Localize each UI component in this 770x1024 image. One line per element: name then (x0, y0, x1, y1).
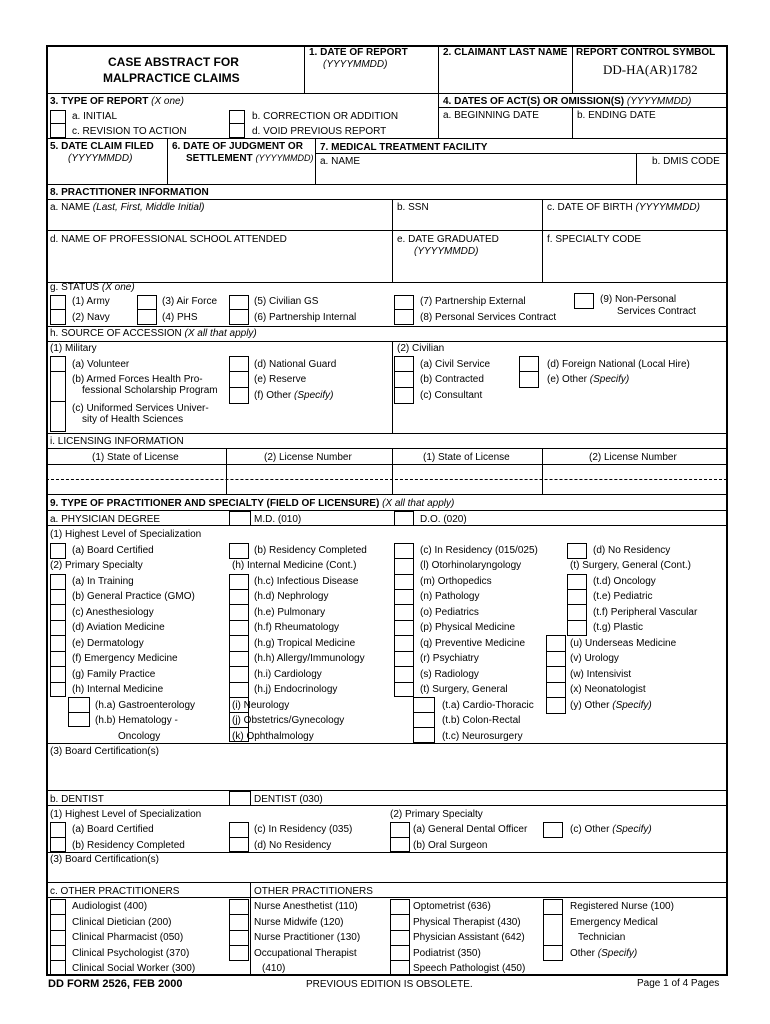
military-label: (1) Military (50, 343, 97, 354)
internal-medicine-cont-label: (h) Internal Medicine (Cont.) (232, 560, 357, 571)
void-option: d. VOID PREVIOUS REPORT (252, 126, 387, 137)
status-army-navy-checkboxes[interactable] (50, 295, 66, 325)
specialty-infectious-disease: (h.c) Infectious Disease (254, 576, 359, 587)
specialty-ophthalmology: (k) Ophthalmology (232, 731, 314, 742)
other-col3-checkboxes[interactable] (390, 899, 410, 975)
previous-edition-note: PREVIOUS EDITION IS OBSOLETE. (306, 979, 473, 990)
dentist-checkbox[interactable] (229, 791, 251, 806)
practitioner-type-label: 9. TYPE OF PRACTITIONER AND SPECIALTY (FIELD OF LICENSURE) (X all that apply) (50, 498, 455, 509)
specialty-pathology: (n) Pathology (420, 591, 480, 602)
civilian-source-checkboxes[interactable] (394, 356, 414, 404)
specialty-emergency-medicine: (f) Emergency Medicine (72, 653, 178, 664)
date-of-judgment-label: 6. DATE OF JUDGMENT OR (172, 141, 303, 152)
license-number-2-header: (2) License Number (589, 452, 677, 463)
surgery-cont-checkboxes[interactable] (567, 574, 587, 636)
other-clinical-dietician: Clinical Dietician (200) (72, 917, 172, 928)
dentist-board-certifications-field[interactable] (48, 866, 724, 881)
dentist-board-certified: (a) Board Certified (72, 824, 154, 835)
date-graduated-label: e. DATE GRADUATED (397, 234, 499, 245)
status-partnership-external: (7) Partnership External (420, 296, 526, 307)
specialty-plastic: (t.g) Plastic (593, 622, 644, 633)
source-other-military: (f) Other (Specify) (254, 390, 334, 401)
date-graduated-hint: (YYYYMMDD) (414, 246, 479, 257)
date-claim-filed-field[interactable] (48, 166, 165, 183)
specialty-neurology: (i) Neurology (232, 700, 290, 711)
claimant-last-name-label: 2. CLAIMANT LAST NAME (443, 47, 568, 58)
correction-option: b. CORRECTION OR ADDITION (252, 111, 399, 122)
beginning-date-label: a. BEGINNING DATE (443, 110, 539, 121)
date-claim-filed-hint: (YYYYMMDD) (68, 153, 133, 164)
specialty-peripheral-vascular: (t.f) Peripheral Vascular (593, 607, 698, 618)
specialty-radiology: (s) Radiology (420, 669, 479, 680)
physician-degree-label: a. PHYSICIAN DEGREE (50, 514, 161, 525)
other-podiatrist: Podiatrist (350) (413, 948, 481, 959)
dentist-no-residency: (d) No Residency (254, 840, 332, 851)
date-of-birth-label: c. DATE OF BIRTH (YYYYMMDD) (547, 202, 700, 213)
specialty-oncology: Oncology (118, 731, 161, 742)
no-residency-option: (d) No Residency (593, 545, 671, 556)
source-of-accession-label: h. SOURCE OF ACCESSION (X all that apply) (50, 328, 257, 339)
state-of-license-1-header: (1) State of License (92, 452, 179, 463)
specialty-endocrinology: (h.j) Endocrinology (254, 684, 338, 695)
other-occupational-therapist: Occupational Therapist (254, 948, 357, 959)
specialty-psychiatry: (r) Psychiatry (420, 653, 479, 664)
status-partnership-checkboxes[interactable] (394, 295, 414, 325)
status-personal-services: (8) Personal Services Contract (420, 312, 557, 323)
specialty-allergy-immunology: (h.h) Allergy/Immunology (254, 653, 365, 664)
source-national-guard: (d) National Guard (254, 359, 337, 370)
other-registered-nurse: Registered Nurse (100) (570, 901, 674, 912)
revision-option: c. REVISION TO ACTION (72, 126, 187, 137)
specialty-code-field[interactable] (544, 250, 724, 280)
specialty-pediatric-surgery: (t.e) Pediatric (593, 591, 653, 602)
md-checkbox[interactable] (229, 511, 251, 526)
other-clinical-psychologist: Clinical Psychologist (370) (72, 948, 190, 959)
dmis-code-field[interactable] (638, 168, 724, 183)
specialty-col3-checkboxes[interactable] (394, 558, 414, 697)
other-other: Other (Specify) (570, 948, 638, 959)
md-option: M.D. (010) (254, 514, 302, 525)
dentist-board-certifications-label: (3) Board Certification(s) (50, 854, 159, 865)
date-claim-filed-label: 5. DATE CLAIM FILED (50, 141, 154, 152)
license-row-1[interactable] (48, 466, 724, 478)
date-of-report-label: 1. DATE OF REPORT (309, 47, 408, 58)
status-air-force: (3) Air Force (162, 296, 218, 307)
specialty-anesthesiology: (c) Anesthesiology (72, 607, 154, 618)
other-physical-therapist: Physical Therapist (430) (413, 917, 521, 928)
specialty-other: (y) Other (Specify) (570, 700, 652, 711)
dentist-other-checkbox[interactable] (543, 822, 563, 838)
surgery-sub-checkboxes[interactable] (413, 697, 435, 743)
specialty-otorhinolaryngology: (l) Otorhinolaryngology (420, 560, 522, 571)
primary-specialty-label: (2) Primary Specialty (50, 560, 143, 571)
specialty-hematology: (h.b) Hematology - (95, 715, 178, 726)
practitioner-name-field[interactable] (48, 214, 390, 229)
specialty-col4-checkboxes[interactable] (546, 635, 566, 714)
residency-completed-checkbox[interactable] (229, 543, 249, 559)
specialty-code-label: f. SPECIALTY CODE (547, 234, 642, 245)
other-practitioners-header: OTHER PRACTITIONERS (254, 886, 373, 897)
practitioner-name-label: a. NAME (Last, First, Middle Initial) (50, 202, 205, 213)
other-occupational-therapist-code: (410) (262, 963, 286, 974)
specialty-pediatrics: (o) Pediatrics (420, 607, 479, 618)
specialty-neonatologist: (x) Neonatologist (570, 684, 646, 695)
specialty-dermatology: (e) Dermatology (72, 638, 144, 649)
school-label: d. NAME OF PROFESSIONAL SCHOOL ATTENDED (50, 234, 287, 245)
specialty-neurosurgery: (t.c) Neurosurgery (442, 731, 523, 742)
dmis-code-label: b. DMIS CODE (652, 156, 720, 167)
specialty-intensivist: (w) Intensivist (570, 669, 632, 680)
specialty-urology: (v) Urology (570, 653, 619, 664)
facility-name-field[interactable] (317, 168, 634, 183)
licensing-info-label: i. LICENSING INFORMATION (50, 436, 184, 447)
dentist-oral-surgeon: (b) Oral Surgeon (413, 840, 488, 851)
specialty-surgical-oncology: (t.d) Oncology (593, 576, 656, 587)
status-civilian-gs: (5) Civilian GS (254, 296, 319, 307)
ssn-field[interactable] (394, 214, 540, 229)
other-nurse-practitioner: Nurse Practitioner (130) (254, 932, 361, 943)
other-col4-checkboxes[interactable] (543, 899, 563, 961)
civilian-source-checkboxes-2[interactable] (519, 356, 539, 388)
source-consultant: (c) Consultant (420, 390, 483, 401)
other-practitioners-label: c. OTHER PRACTITIONERS (50, 886, 180, 897)
specialty-tropical-medicine: (h.g) Tropical Medicine (254, 638, 356, 649)
date-of-judgment-field[interactable] (169, 166, 313, 183)
other-col1-checkboxes[interactable] (50, 899, 66, 975)
dentist-primary-specialty-label: (2) Primary Specialty (390, 809, 483, 820)
source-usuhs-line2: sity of Health Sciences (82, 414, 184, 425)
dentist-highest-label: (1) Highest Level of Specialization (50, 809, 202, 820)
report-control-symbol-label: REPORT CONTROL SYMBOL (576, 47, 716, 58)
type-of-report-bd-checkboxes[interactable] (229, 110, 245, 138)
in-residency-checkbox[interactable] (394, 543, 414, 559)
school-field[interactable] (48, 250, 390, 280)
source-foreign-national: (d) Foreign National (Local Hire) (547, 359, 690, 370)
residency-completed-option: (b) Residency Completed (254, 545, 367, 556)
dentist-general-dental-officer: (a) General Dental Officer (413, 824, 528, 835)
form-title-line2: MALPRACTICE CLAIMS (103, 71, 240, 85)
other-clinical-social-worker: Clinical Social Worker (300) (72, 963, 196, 974)
control-symbol-value: DD-HA(AR)1782 (603, 62, 698, 77)
ssn-label: b. SSN (397, 202, 429, 213)
highest-specialization-label: (1) Highest Level of Specialization (50, 529, 202, 540)
civilian-label: (2) Civilian (397, 343, 445, 354)
specialty-preventive-medicine: (q) Preventive Medicine (420, 638, 526, 649)
ending-date-field[interactable] (574, 122, 724, 137)
specialty-pulmonary: (h.e) Pulmonary (254, 607, 326, 618)
source-other-civilian: (e) Other (Specify) (547, 374, 630, 385)
status-label: g. STATUS (X one) (50, 282, 135, 293)
license-row-2[interactable] (48, 481, 724, 493)
status-partnership-internal: (6) Partnership Internal (254, 312, 357, 323)
other-emt-line2: Technician (578, 932, 626, 943)
beginning-date-field[interactable] (440, 122, 570, 137)
military-source-checkboxes[interactable] (50, 356, 66, 432)
specialty-gastroenterology: (h.a) Gastroenterology (95, 700, 196, 711)
specialty-orthopedics: (m) Orthopedics (420, 576, 492, 587)
in-residency-option: (c) In Residency (015/025) (420, 545, 538, 556)
specialty-colon-rectal: (t.b) Colon-Rectal (442, 715, 521, 726)
status-army: (1) Army (72, 296, 110, 307)
other-speech-pathologist: Speech Pathologist (450) (413, 963, 526, 974)
facility-name-label: a. NAME (320, 156, 361, 167)
status-civilian-checkboxes[interactable] (229, 295, 249, 325)
practitioner-info-label: 8. PRACTITIONER INFORMATION (50, 187, 209, 198)
other-nurse-midwife: Nurse Midwife (120) (254, 917, 344, 928)
license-number-1-header: (2) License Number (264, 452, 352, 463)
other-emt-line1: Emergency Medical (570, 917, 658, 928)
type-of-report-label: 3. TYPE OF REPORT (X one) (50, 96, 184, 107)
type-of-report-ac-checkboxes[interactable] (50, 110, 66, 138)
do-option: D.O. (020) (420, 514, 467, 525)
status-phs: (4) PHS (162, 312, 198, 323)
status-non-personal-line1: (9) Non-Personal (600, 294, 677, 305)
source-civil-service: (a) Civil Service (420, 359, 491, 370)
date-graduated-field[interactable] (394, 260, 540, 280)
source-reserve: (e) Reserve (254, 374, 307, 385)
source-usuhs-line1: (c) Uniformed Services Univer- (72, 403, 209, 414)
do-checkbox[interactable] (394, 511, 414, 526)
specialty-underseas-medicine: (u) Underseas Medicine (570, 638, 677, 649)
page-number: Page 1 of 4 Pages (637, 978, 720, 989)
form-title-line1: CASE ABSTRACT FOR (108, 55, 239, 69)
other-optometrist: Optometrist (636) (413, 901, 491, 912)
dentist-code: DENTIST (030) (254, 794, 323, 805)
status-af-phs-checkboxes[interactable] (137, 295, 157, 325)
specialty-physical-medicine: (p) Physical Medicine (420, 622, 516, 633)
status-navy: (2) Navy (72, 312, 110, 323)
ending-date-label: b. ENDING DATE (577, 110, 656, 121)
source-afhsp-line2: fessional Scholarship Program (82, 385, 218, 396)
other-clinical-pharmacist: Clinical Pharmacist (050) (72, 932, 184, 943)
date-of-report-hint: (YYYYMMDD) (323, 59, 388, 70)
specialty-in-training: (a) In Training (72, 576, 134, 587)
date-of-birth-field[interactable] (544, 214, 724, 229)
board-certifications-label: (3) Board Certification(s) (50, 746, 159, 757)
dentist-label: b. DENTIST (50, 794, 104, 805)
dates-of-acts-label: 4. DATES OF ACT(S) OR OMISSION(S) (YYYYMMDD) (443, 96, 692, 107)
specialty-cardiology: (h.i) Cardiology (254, 669, 322, 680)
dentist-other: (c) Other (Specify) (570, 824, 652, 835)
specialty-obgyn: (j) Obstetrics/Gynecology (232, 715, 345, 726)
no-residency-checkbox[interactable] (567, 543, 587, 559)
other-nurse-anesthetist: Nurse Anesthetist (110) (254, 901, 358, 912)
other-physician-assistant: Physician Assistant (642) (413, 932, 525, 943)
specialty-internal-medicine: (h) Internal Medicine (72, 684, 164, 695)
source-afhsp-line1: (b) Armed Forces Health Pro- (72, 374, 203, 385)
specialty-nephrology: (h.d) Nephrology (254, 591, 329, 602)
settlement-label: SETTLEMENT (YYYYMMDD) (186, 153, 314, 164)
specialty-cardio-thoracic: (t.a) Cardio-Thoracic (442, 700, 534, 711)
specialty-rheumatology: (h.f) Rheumatology (254, 622, 340, 633)
status-non-personal-line2: Services Contract (617, 306, 696, 317)
initial-option: a. INITIAL (72, 111, 118, 122)
specialty-general-practice: (b) General Practice (GMO) (72, 591, 195, 602)
source-contracted: (b) Contracted (420, 374, 484, 385)
board-certified-checkbox[interactable] (50, 543, 66, 559)
military-source-checkboxes-2[interactable] (229, 356, 249, 404)
dentist-in-residency: (c) In Residency (035) (254, 824, 353, 835)
dentist-residency-completed: (b) Residency Completed (72, 840, 185, 851)
board-certified-option: (a) Board Certified (72, 545, 154, 556)
treatment-facility-label: 7. MEDICAL TREATMENT FACILITY (320, 142, 488, 153)
specialty-surgery-general: (t) Surgery, General (420, 684, 508, 695)
date-of-report-field[interactable] (306, 72, 436, 91)
board-certifications-field[interactable] (48, 758, 724, 789)
specialty-family-practice: (g) Family Practice (72, 669, 156, 680)
source-volunteer: (a) Volunteer (72, 359, 130, 370)
claimant-last-name-field[interactable] (440, 60, 570, 91)
form-number: DD FORM 2526, FEB 2000 (48, 978, 183, 990)
status-non-personal-checkbox[interactable] (574, 293, 594, 309)
surgery-cont-label: (t) Surgery, General (Cont.) (570, 560, 691, 571)
specialty-aviation-medicine: (d) Aviation Medicine (72, 622, 165, 633)
state-of-license-2-header: (1) State of License (423, 452, 510, 463)
other-audiologist: Audiologist (400) (72, 901, 148, 912)
